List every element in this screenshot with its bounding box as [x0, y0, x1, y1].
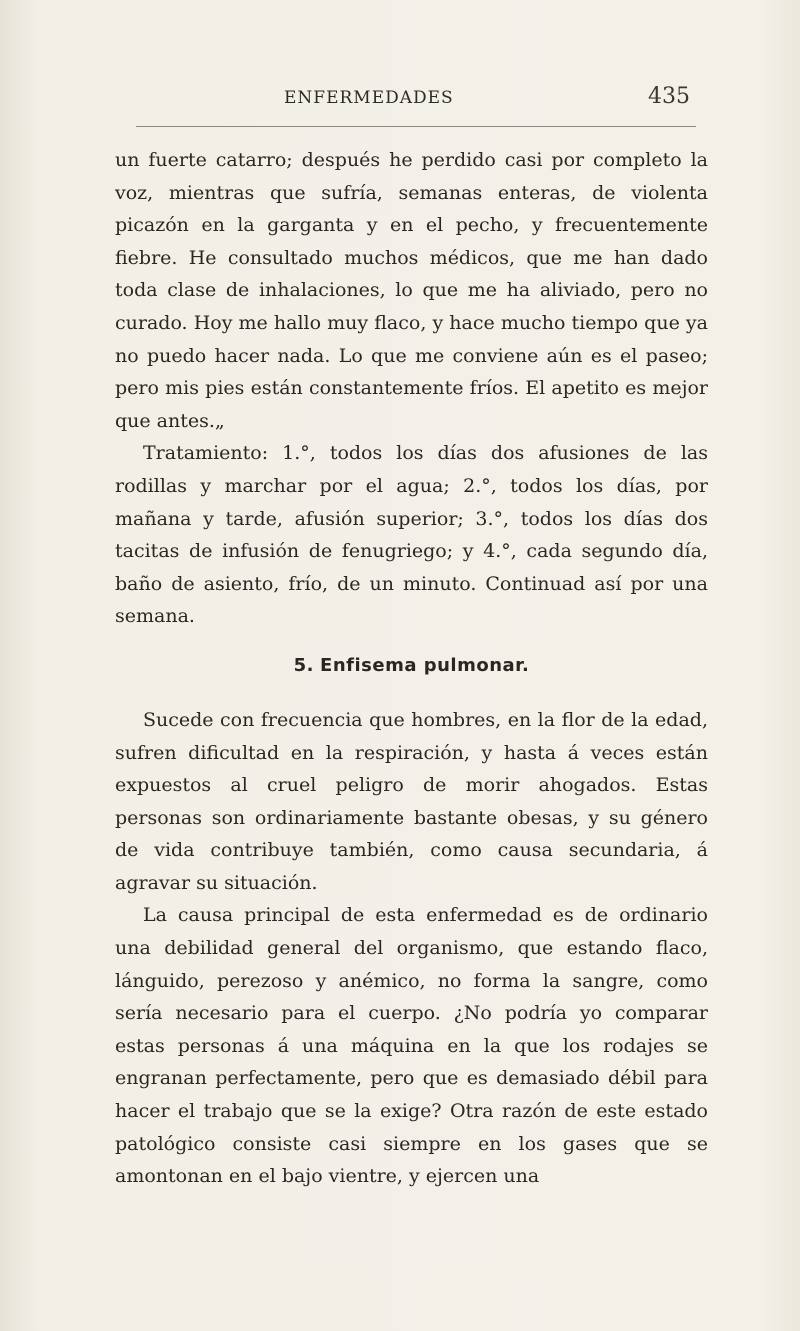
body-text	[115, 144, 708, 1193]
paragraph: Sucede con frecuencia que hombres, en la flor de la edad, sufren dificultad en la respiración, y hasta á veces están expuestos al cruel peligro de morir ahogados. Estas personas son ordinariamente bastante obesas, y su género de vida contribuye también, como causa secundaria, á agravar su situación.	[115, 708, 708, 894]
header-rule	[136, 126, 696, 127]
running-head-title: ENFERMEDADES	[284, 88, 454, 108]
section-title: Enfisema pulmonar.	[320, 654, 530, 676]
running-head	[136, 82, 696, 122]
paragraph: La causa principal de esta enfermedad es de ordinario una debilidad general del organismo, que estando flaco, lánguido, perezoso y anémico, no forma la sangre, como sería necesario para el cuerpo. ¿No podría yo comparar estas personas á una máquina en la que los rodajes se engranan perfectamente, pero que es demasiado débil para hacer el trabajo que se la exige? Otra razón de este estado patológico consiste casi siempre en los gases que se amontonan en el bajo vientre, y ejercen una	[115, 904, 708, 1188]
paragraph-treatment: Tratamiento: 1.°, todos los días dos afusiones de las rodillas y marchar por el agua; 2.°, todos los días, por mañana y tarde, afusión superior; 3.°, todos los días dos tacitas de infusión de fenugriego; y 4.°, cada segundo día, baño de asiento, frío, de un minuto. Continuad así por una semana.	[115, 442, 708, 628]
section-heading	[115, 655, 708, 676]
page-number: 435	[648, 84, 690, 109]
section-number: 5.	[293, 654, 315, 676]
paragraph-continued: un fuerte catarro; después he perdido casi por completo la voz, mientras que sufría, semanas enteras, de violenta picazón en la garganta y en el pecho, y frecuentemente fiebre. He consultado muchos médicos, que me han dado toda clase de inhalaciones, lo que me ha aliviado, pero no curado. Hoy me hallo muy flaco, y hace mucho tiempo que ya no puedo hacer nada. Lo que me conviene aún es el paseo; pero mis pies están constantemente fríos. El apetito es mejor que antes.„	[115, 149, 708, 432]
